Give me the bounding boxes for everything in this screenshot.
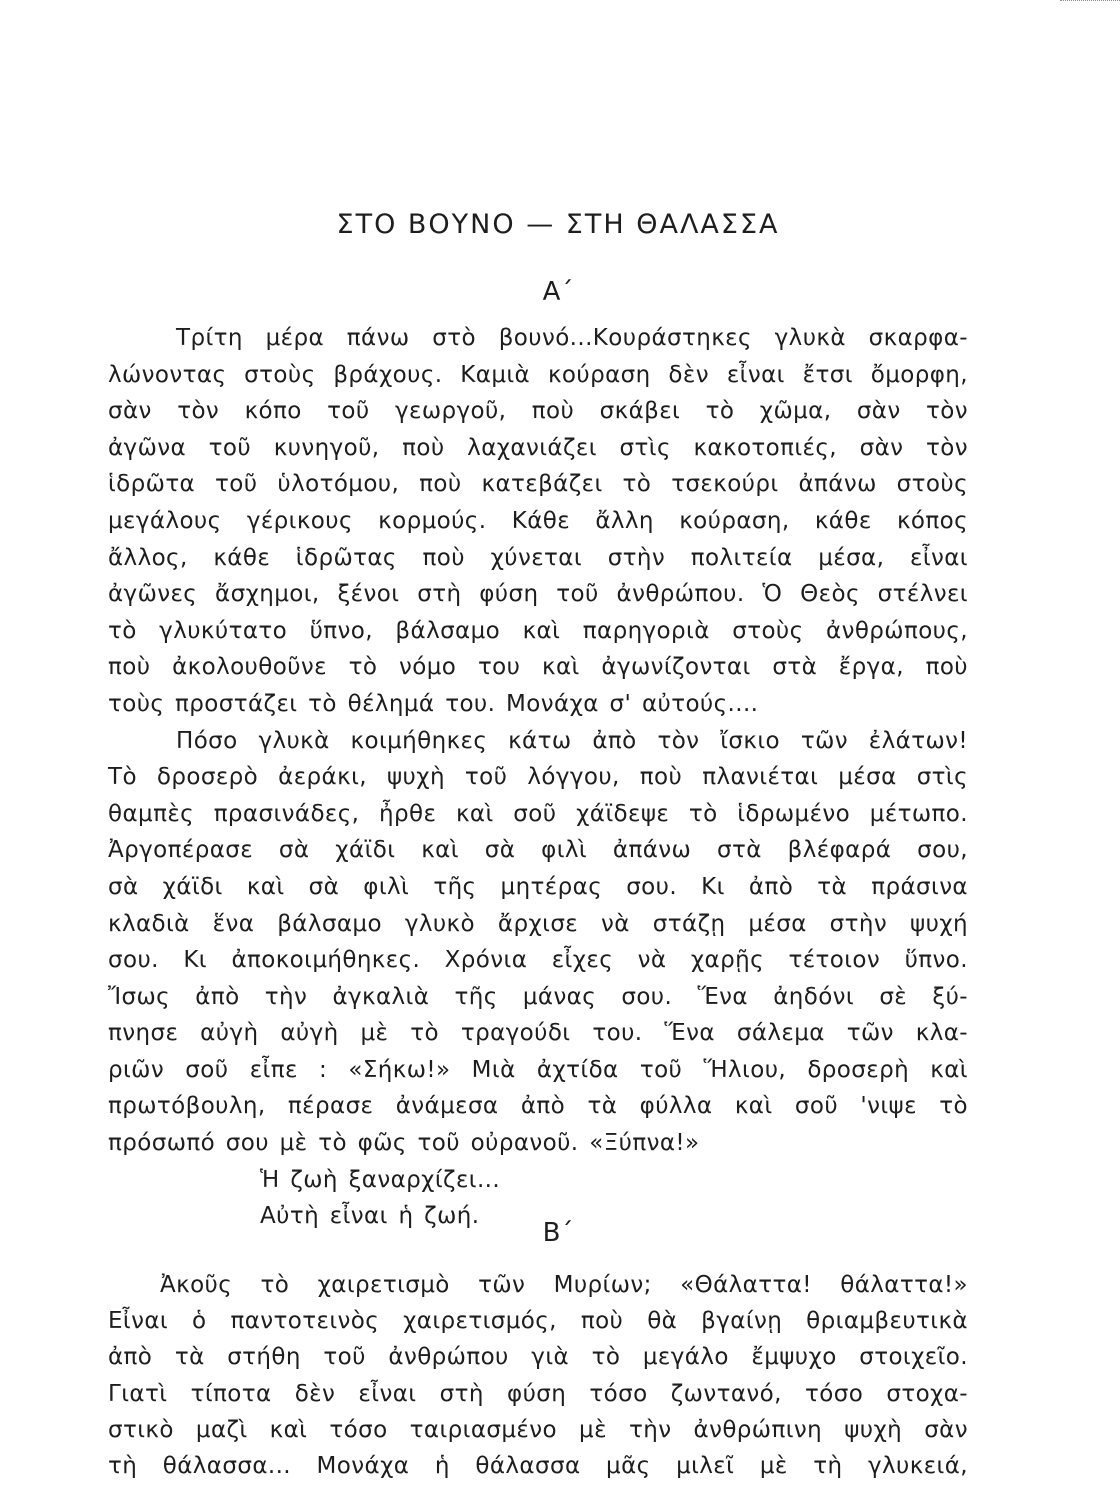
text-line: ἀγῶνες ἄσχημοι, ξένοι στὴ φύση τοῦ ἀνθρώπου. Ὁ Θεὸς στέλνει [108,581,968,608]
text-line: ριῶν σοῦ εἶπε : «Σήκω!» Μιὰ ἀχτίδα τοῦ Ἥλιου, δροσερὴ καὶ [108,1056,968,1083]
text-line: σὰν τὸν κόπο τοῦ γεωργοῦ, ποὺ σκάβει τὸ χῶμα, σὰν τὸν [108,398,968,425]
text-line: ἀγῶνα τοῦ κυνηγοῦ, ποὺ λαχανιάζει στὶς κακοτοπιές, σὰν τὸν [108,434,968,461]
text-line: Πόσο γλυκὰ κοιμήθηκες κάτω ἀπὸ τὸν ἴσκιο τῶν ἐλάτων! [176,727,968,754]
text-line: κλαδιὰ ἕνα βάλσαμο γλυκὸ ἄρχισε νὰ στάζῃ μέσα στὴν ψυχή [108,910,968,937]
text-line: τοὺς προστάζει τὸ θέλημά του. Μονάχα σ' αὐτούς.... [108,690,759,717]
text-line: λώνοντας στοὺς βράχους. Καμιὰ κούραση δὲν εἶναι ἔτσι ὄμορφη, [108,361,968,388]
text-line: Εἶναι ὁ παντοτεινὸς χαιρετισμός, ποὺ θὰ βγαίνῃ θριαμβευτικὰ [108,1308,968,1335]
text-line: Γιατὶ τίποτα δὲν εἶναι στὴ φύση τόσο ζωντανό, τόσο στοχα- [108,1380,968,1407]
text-line: πρωτόβουλη, πέρασε ἀνάμεσα ἀπὸ τὰ φύλλα καὶ σοῦ 'νιψε τὸ [108,1093,968,1120]
text-line: σου. Κι ἀποκοιμήθηκες. Χρόνια εἶχες νὰ χαρῇς τέτοιον ὕπνο. [108,947,968,974]
section-b-text [108,1267,968,1484]
text-line: μεγάλους γέρικους κορμούς. Κάθε ἄλλη κούραση, κάθε κόπος [108,507,968,534]
page-title: ΣΤΟ ΒΟΥΝΟ — ΣΤΗ ΘΑΛΑΣΣΑ [336,209,780,240]
text-line: πρόσωπό σου μὲ τὸ φῶς τοῦ οὐρανοῦ. «Ξύπνα!» [108,1130,700,1157]
text-line: Ἴσως ἀπὸ τὴν ἀγκαλιὰ τῆς μάνας σου. Ἕνα ἀηδόνι σὲ ξύ- [108,983,968,1010]
section-a-text [108,320,968,1235]
text-line: πνησε αὐγὴ αὐγὴ μὲ τὸ τραγούδι του. Ἕνα σάλεμα τῶν κλα- [108,1020,968,1047]
book-page [108,0,968,1500]
text-line: Τρίτη μέρα πάνω στὸ βουνό...Κουράστηκες γλυκὰ σκαρφα- [176,325,968,351]
section-a-mark: Α΄ [542,277,574,307]
text-line: Τὸ δροσερὸ ἀεράκι, ψυχὴ τοῦ λόγγου, ποὺ πλανιέται μέσα στὶς [108,764,968,791]
text-line: Ἡ ζωὴ ξαναρχίζει... [260,1166,501,1193]
text-line: θαμπὲς πρασινάδες, ἦρθε καὶ σοῦ χάϊδεψε τὸ ἱδρωμένο μέτωπο. [108,800,968,827]
text-line: στικὸ μαζὶ καὶ τόσο ταιριασμένο μὲ τὴν ἀνθρώπινη ψυχὴ σὰν [108,1416,968,1443]
top-dotted-mark [1060,0,1120,3]
text-line: τὴ θάλασσα... Μονάχα ἡ θάλασσα μᾶς μιλεῖ μὲ τὴ γλυκειά, [108,1452,968,1479]
text-line: ἄλλος, κάθε ἱδρῶτας ποὺ χύνεται στὴν πολιτεία μέσα, εἶναι [108,544,968,571]
text-line: σὰ χάϊδι καὶ σὰ φιλὶ τῆς μητέρας σου. Κι ἀπὸ τὰ πράσινα [108,873,968,900]
section-b-mark: Β΄ [542,1218,574,1248]
text-line: Ἀργοπέρασε σὰ χάϊδι καὶ σὰ φιλὶ ἀπάνω στὰ βλέφαρά σου, [108,837,968,864]
text-line: ποὺ ἀκολουθοῦνε τὸ νόμο του καὶ ἀγωνίζονται στὰ ἔργα, ποὺ [108,654,968,681]
text-line: ἀπὸ τὰ στήθη τοῦ ἀνθρώπου γιὰ τὸ μεγάλο ἔμψυχο στοιχεῖο. [108,1344,968,1371]
text-line: Ἀκοῦς τὸ χαιρετισμὸ τῶν Μυρίων; «Θάλαττα! θάλαττα!» [160,1272,968,1298]
text-line: ἱδρῶτα τοῦ ὑλοτόμου, ποὺ κατεβάζει τὸ τσεκούρι ἀπάνω στοὺς [108,471,968,498]
text-line: τὸ γλυκύτατο ὕπνο, βάλσαμο καὶ παρηγοριὰ στοὺς ἀνθρώπους, [108,617,968,644]
text-line: Αὐτὴ εἶναι ἡ ζωή. [260,1203,480,1230]
